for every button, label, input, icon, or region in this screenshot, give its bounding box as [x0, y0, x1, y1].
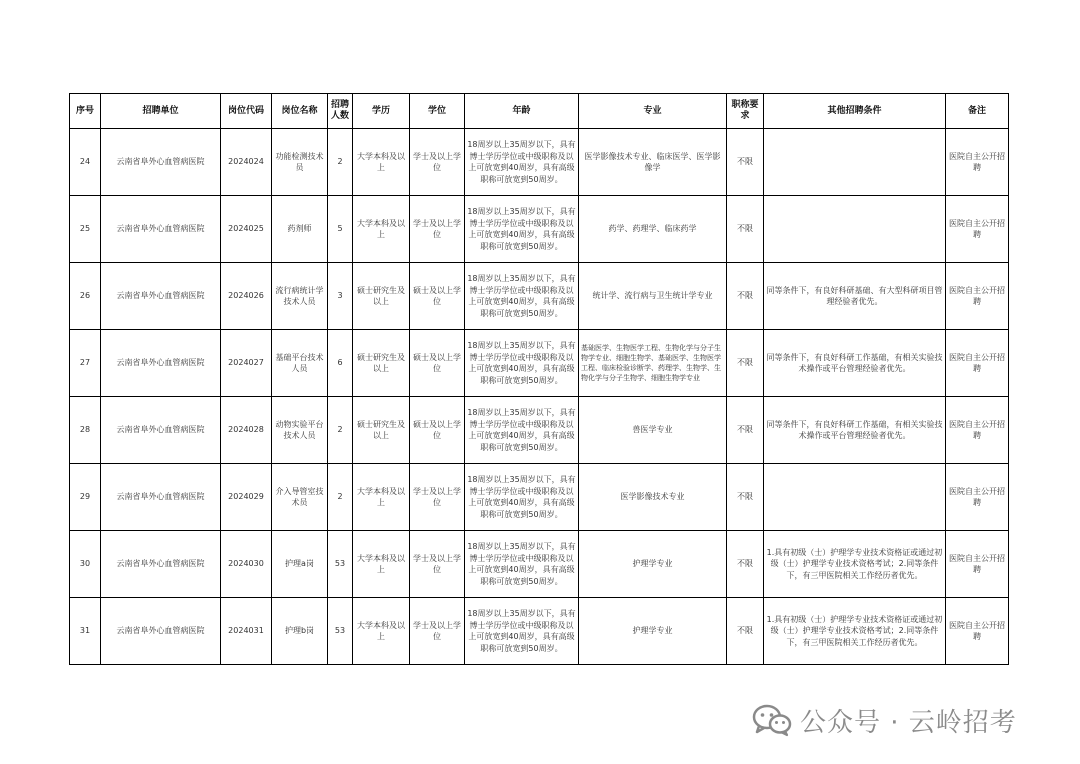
cell-education: 大学本科及以上 [353, 464, 410, 531]
header-age: 年龄 [465, 94, 579, 129]
cell-code: 2024029 [221, 464, 272, 531]
cell-unit: 云南省阜外心血管病医院 [101, 464, 221, 531]
cell-position: 流行病统计学技术人员 [272, 263, 328, 330]
cell-degree: 学士及以上学位 [410, 196, 465, 263]
header-education: 学历 [353, 94, 410, 129]
cell-other [764, 129, 946, 196]
cell-code: 2024024 [221, 129, 272, 196]
cell-no: 31 [70, 598, 101, 665]
cell-degree: 硕士及以上学位 [410, 330, 465, 397]
table-header-row [70, 94, 1009, 129]
table-row [70, 397, 1009, 464]
cell-no: 27 [70, 330, 101, 397]
wechat-icon [752, 703, 792, 737]
cell-degree: 学士及以上学位 [410, 464, 465, 531]
cell-education: 硕士研究生及以上 [353, 263, 410, 330]
cell-major: 护理学专业 [579, 531, 727, 598]
table-row [70, 531, 1009, 598]
cell-unit: 云南省阜外心血管病医院 [101, 196, 221, 263]
cell-title-req: 不限 [727, 531, 764, 598]
header-count: 招聘人数 [328, 94, 353, 129]
cell-major: 医学影像技术专业、临床医学、医学影像学 [579, 129, 727, 196]
table-row [70, 598, 1009, 665]
cell-age: 18周岁以上35周岁以下，具有博士学历学位或中级职称及以上可放宽到40周岁，具有高级职称可放宽到50周岁。 [465, 531, 579, 598]
cell-major: 护理学专业 [579, 598, 727, 665]
cell-unit: 云南省阜外心血管病医院 [101, 263, 221, 330]
cell-code: 2024026 [221, 263, 272, 330]
cell-remark: 医院自主公开招聘 [946, 598, 1009, 665]
cell-education: 大学本科及以上 [353, 129, 410, 196]
cell-unit: 云南省阜外心血管病医院 [101, 598, 221, 665]
cell-title-req: 不限 [727, 397, 764, 464]
cell-remark: 医院自主公开招聘 [946, 263, 1009, 330]
cell-education: 硕士研究生及以上 [353, 330, 410, 397]
cell-unit: 云南省阜外心血管病医院 [101, 129, 221, 196]
cell-other: 同等条件下，有良好科研工作基础，有相关实验技术操作或平台管理经验者优先。 [764, 397, 946, 464]
header-other: 其他招聘条件 [764, 94, 946, 129]
cell-degree: 学士及以上学位 [410, 531, 465, 598]
header-position: 岗位名称 [272, 94, 328, 129]
cell-age: 18周岁以上35周岁以下，具有博士学历学位或中级职称及以上可放宽到40周岁，具有高级职称可放宽到50周岁。 [465, 397, 579, 464]
cell-count: 2 [328, 129, 353, 196]
cell-no: 24 [70, 129, 101, 196]
cell-no: 26 [70, 263, 101, 330]
cell-unit: 云南省阜外心血管病医院 [101, 330, 221, 397]
cell-position: 护理b岗 [272, 598, 328, 665]
watermark-text: 公众号 · 云岭招考 [800, 707, 1017, 738]
cell-remark: 医院自主公开招聘 [946, 531, 1009, 598]
cell-no: 28 [70, 397, 101, 464]
cell-unit: 云南省阜外心血管病医院 [101, 397, 221, 464]
cell-position: 动物实验平台技术人员 [272, 397, 328, 464]
watermark [752, 700, 1017, 740]
cell-education: 大学本科及以上 [353, 598, 410, 665]
cell-count: 6 [328, 330, 353, 397]
cell-degree: 学士及以上学位 [410, 598, 465, 665]
header-title-req: 职称要求 [727, 94, 764, 129]
cell-major: 统计学、流行病与卫生统计学专业 [579, 263, 727, 330]
header-degree: 学位 [410, 94, 465, 129]
cell-count: 53 [328, 531, 353, 598]
cell-count: 5 [328, 196, 353, 263]
cell-education: 大学本科及以上 [353, 531, 410, 598]
cell-education: 硕士研究生及以上 [353, 397, 410, 464]
header-major: 专业 [579, 94, 727, 129]
cell-degree: 硕士及以上学位 [410, 397, 465, 464]
cell-age: 18周岁以上35周岁以下，具有博士学历学位或中级职称及以上可放宽到40周岁，具有高级职称可放宽到50周岁。 [465, 196, 579, 263]
header-unit: 招聘单位 [101, 94, 221, 129]
cell-major: 医学影像技术专业 [579, 464, 727, 531]
cell-count: 53 [328, 598, 353, 665]
cell-other [764, 196, 946, 263]
cell-code: 2024028 [221, 397, 272, 464]
cell-count: 3 [328, 263, 353, 330]
header-code: 岗位代码 [221, 94, 272, 129]
cell-other: 同等条件下，有良好科研基础、有大型科研项目管理经验者优先。 [764, 263, 946, 330]
cell-position: 介入导管室技术员 [272, 464, 328, 531]
cell-other: 1.具有初级（士）护理学专业技术资格证或通过初级（士）护理学专业技术资格考试；2.同等条件下，有三甲医院相关工作经历者优先。 [764, 598, 946, 665]
table-row [70, 263, 1009, 330]
cell-position: 功能检测技术员 [272, 129, 328, 196]
cell-major: 兽医学专业 [579, 397, 727, 464]
cell-degree: 硕士及以上学位 [410, 263, 465, 330]
cell-title-req: 不限 [727, 464, 764, 531]
recruitment-table [69, 93, 1009, 665]
cell-code: 2024025 [221, 196, 272, 263]
cell-other [764, 464, 946, 531]
cell-title-req: 不限 [727, 330, 764, 397]
cell-remark: 医院自主公开招聘 [946, 196, 1009, 263]
cell-position: 药剂师 [272, 196, 328, 263]
cell-title-req: 不限 [727, 129, 764, 196]
cell-no: 29 [70, 464, 101, 531]
cell-remark: 医院自主公开招聘 [946, 330, 1009, 397]
cell-age: 18周岁以上35周岁以下，具有博士学历学位或中级职称及以上可放宽到40周岁，具有高级职称可放宽到50周岁。 [465, 129, 579, 196]
cell-age: 18周岁以上35周岁以下，具有博士学历学位或中级职称及以上可放宽到40周岁，具有高级职称可放宽到50周岁。 [465, 464, 579, 531]
table-row [70, 330, 1009, 397]
cell-other: 1.具有初级（士）护理学专业技术资格证或通过初级（士）护理学专业技术资格考试；2.同等条件下，有三甲医院相关工作经历者优先。 [764, 531, 946, 598]
cell-position: 护理a岗 [272, 531, 328, 598]
cell-no: 25 [70, 196, 101, 263]
cell-code: 2024027 [221, 330, 272, 397]
cell-position: 基础平台技术人员 [272, 330, 328, 397]
cell-age: 18周岁以上35周岁以下，具有博士学历学位或中级职称及以上可放宽到40周岁，具有高级职称可放宽到50周岁。 [465, 598, 579, 665]
cell-age: 18周岁以上35周岁以下，具有博士学历学位或中级职称及以上可放宽到40周岁，具有高级职称可放宽到50周岁。 [465, 263, 579, 330]
cell-count: 2 [328, 397, 353, 464]
cell-title-req: 不限 [727, 598, 764, 665]
header-remark: 备注 [946, 94, 1009, 129]
cell-age: 18周岁以上35周岁以下，具有博士学历学位或中级职称及以上可放宽到40周岁，具有高级职称可放宽到50周岁。 [465, 330, 579, 397]
cell-degree: 学士及以上学位 [410, 129, 465, 196]
cell-title-req: 不限 [727, 263, 764, 330]
table-row [70, 464, 1009, 531]
cell-remark: 医院自主公开招聘 [946, 129, 1009, 196]
cell-code: 2024030 [221, 531, 272, 598]
cell-unit: 云南省阜外心血管病医院 [101, 531, 221, 598]
cell-remark: 医院自主公开招聘 [946, 464, 1009, 531]
table-row [70, 129, 1009, 196]
cell-no: 30 [70, 531, 101, 598]
cell-code: 2024031 [221, 598, 272, 665]
cell-major: 药学、药理学、临床药学 [579, 196, 727, 263]
cell-education: 大学本科及以上 [353, 196, 410, 263]
cell-remark: 医院自主公开招聘 [946, 397, 1009, 464]
cell-title-req: 不限 [727, 196, 764, 263]
header-no: 序号 [70, 94, 101, 129]
table-row [70, 196, 1009, 263]
cell-major: 基础医学、生物医学工程、生物化学与分子生物学专业、细胞生物学、基础医学、生物医学工程、临床检验诊断学、药理学、生物学、生物化学与分子生物学、细胞生物学专业 [579, 330, 727, 397]
cell-other: 同等条件下，有良好科研工作基础，有相关实验技术操作或平台管理经验者优先。 [764, 330, 946, 397]
cell-count: 2 [328, 464, 353, 531]
